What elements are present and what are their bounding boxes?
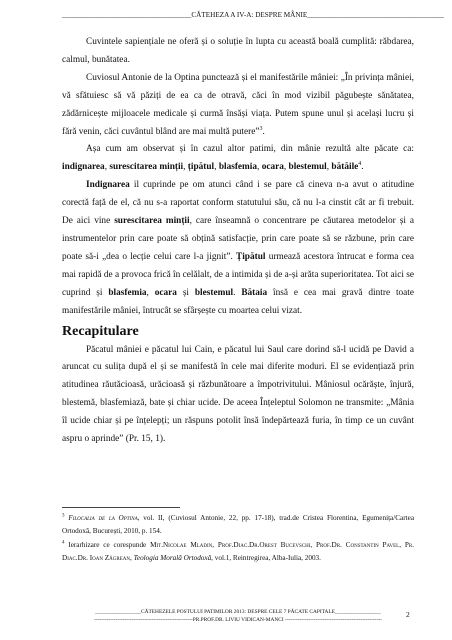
punctuation: ,	[283, 162, 289, 173]
page-number: 2	[406, 610, 410, 619]
paragraph-text: și	[176, 287, 195, 298]
footnote	[62, 512, 414, 539]
footnote-book-title: Teologia Morală Ortodoxă	[131, 554, 212, 563]
page-body	[62, 34, 414, 449]
footnote-separator	[62, 507, 180, 508]
term: ocara	[261, 162, 284, 173]
term: țipătul	[187, 162, 215, 173]
punctuation: ,	[183, 162, 188, 173]
term: indignarea	[62, 162, 105, 173]
paragraph	[62, 177, 414, 320]
punctuation: .	[233, 287, 242, 298]
footnote-ref[interactable]: 3	[259, 125, 263, 132]
paragraph-text: însă e cea mai gravă dintre toate manifestările mâniei, întrucât se sfârșește cu moartea celui vizat.	[62, 287, 415, 316]
term: blestemul	[288, 162, 327, 173]
paragraph-text: il cuprinde pe om atunci când i se pare că cineva n-a avut o atitudine corectă față de el, că nu s-a raportat conform statutului său, că nu l-a cinstit cât ar fi trebuit. De aici vine	[62, 180, 414, 227]
punctuation: .	[262, 126, 265, 137]
paragraph-text: Cuviosul Antonie de la Optina punctează și el manifestările mâniei: „În privința mâniei, vă sfătuiesc să vă păziți de ea ca de otravă, căci în mod vizibil păgubește sănătatea, zădărnicește mijloacele medicale și curmă însăși viața. Putem spune unul și același lucru și fără venin, căci cuvântul blând are mai multă putere”	[62, 72, 414, 137]
footnote-ref[interactable]: 4	[358, 161, 362, 168]
paragraph: Păcatul mâniei e păcatul lui Cain, e păcatul lui Saul care dorind să-l ucidă pe David a aruncat cu sulița după el și se manifestă în cele mai diferite moduri. El se evidențiază prin atitudinea răutăcioasă, urăcioasă și răzbunătoare a împotrivitului. Mâniosul ocărăște, înjură, blestemă, blasfemiază, bate și chiar ucide. De aceea Înțeleptul Solomon ne transmite: „Mânia îl ucide chiar și pe înțelepți; un răspuns potolit însă îndepărtează furia, în timp ce un cuvânt aspru o aprinde” (Pr. 15, 1).	[62, 344, 414, 445]
term: Țipătul	[236, 251, 266, 262]
paragraph-text: , care înseamnă o concentrare pe căutarea metodelor și a instrumentelor prin care poate să obțină satisfacție, prin care poate să se răzbune, prin care poate să-i „dea o lecție celui care l-a jignit”.	[62, 216, 414, 262]
term: Indignarea	[86, 180, 130, 191]
term: bătăile	[331, 162, 359, 173]
term: ocara	[154, 287, 177, 298]
paragraph-text: urmează acestora întrucat e forma cea mai rapidă de a provoca frică în celălalt, de a intimida și de a-și arăta superioritatea. Tot aici se cuprind și	[62, 251, 414, 298]
term: surescitarea minții	[114, 216, 190, 227]
term: surescitarea minții	[109, 162, 184, 173]
term: blestemul	[194, 287, 234, 298]
punctuation: ,	[214, 162, 219, 173]
punctuation: ,	[104, 162, 110, 173]
term: blasfemia	[108, 287, 147, 298]
punctuation: ,	[326, 162, 332, 173]
punctuation: ,	[257, 162, 262, 173]
footnote-text: , vol.1, Reintregirea, Alba-Iulia, 2003.	[211, 554, 321, 563]
paragraph	[62, 70, 414, 142]
term: Bătaia	[241, 287, 268, 298]
section-heading: Recapitulare	[62, 323, 139, 339]
footnotes	[62, 512, 414, 566]
punctuation: ,	[146, 287, 155, 298]
footer-series-title: _________________CĂTEHEZELE POSTULUI PATIMILOR 2013: DESPRE CELE 7 PĂCATE CAPITALE_________________	[95, 609, 381, 615]
term: blasfemia	[218, 162, 258, 173]
footnote-number: 4	[62, 540, 65, 546]
paragraph	[62, 141, 414, 177]
footnote-text: , vol. II, (Cuviosul Antonie, 22, pp. 17-18), trad.de Cristea Florentina, Egumenița/Cartea Ortodoxă, București, 2010, p. 154.	[62, 514, 415, 536]
punctuation: .	[361, 162, 364, 173]
footnote-text: Ierarhizare ce corespunde	[64, 540, 151, 549]
paragraph: Cuvintele sapiențiale ne oferă și o soluție în lupta cu această boală cumplită: răbdarea, calmul, bunătatea.	[62, 37, 414, 65]
footnote	[62, 539, 414, 566]
paragraph-text: Așa cum am observat și în cazul altor patimi, din mânie rezultă alte păcate ca:	[86, 144, 414, 155]
footnote-source-title: Filocalia de la Optina	[68, 514, 138, 522]
running-header: ____________________________________CĂTEHEZA A IV-A: DESPRE MÂNIE______________________________________	[62, 11, 444, 19]
footnote-number: 3	[62, 513, 65, 519]
footer-author: -------------------------------------------------------PR.PROF.DR. LIVIU VIDICAN-MANCI ------------------------------------------------------	[94, 617, 382, 623]
footnote-authors: Mit.Nicolae Mladin, Prof.Diac.Dr.Orest Bucevschi, Prof.Dr. Constantin Pavel, Pr. Diac.Dr. Ioan Zăgrean,	[62, 540, 414, 563]
